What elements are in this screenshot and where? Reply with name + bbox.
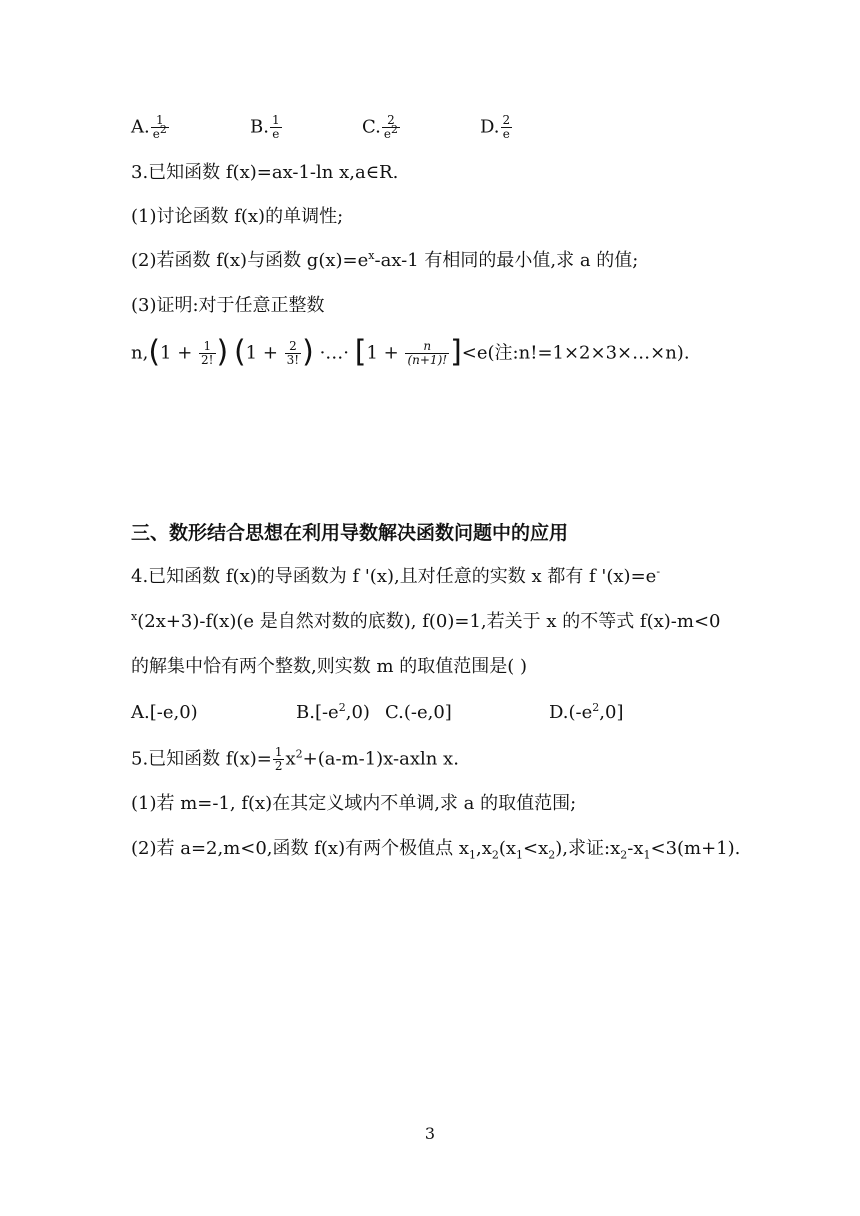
q3-formula: n,(1 + $\frac{1}{2!}$ ) (1 + $\frac{2}{3!}$ ) ·…· [1 + $\frac{n}{(n+1)!}$ ]<e(注:n!=1×2×3×…×n). [131, 334, 690, 370]
q4-line2: $^x$(2x+3)-f(x)(e 是自然对数的底数), f(0)=1,若关于 x 的不等式 f(x)-m<0 [131, 610, 721, 632]
q5-stem: 5.已知函数 f(x)= $\frac{1}{2}$ $x^2+(a-m-1)x$-axln x. [131, 745, 459, 773]
q3-part2: (2)若函数 f(x)与函数 $g(x)=e^x-ax-1$ 有相同的最小值,求 a 的值; [131, 249, 639, 271]
option-a: A. $\frac{1}{e^2}$ [131, 113, 167, 141]
q5-part1: (1)若 m=-1, f(x)在其定义域内不单调,求 a 的取值范围; [131, 793, 577, 814]
option-c: C. $\frac{2}{e^2}$ [362, 113, 398, 141]
q4-line3: 的解集中恰有两个整数,则实数 m 的取值范围是( ) [131, 656, 527, 677]
q4-option-a: A.[-e,0) [131, 702, 198, 723]
option-d: D. $\frac{2}{e}$ [480, 113, 511, 141]
q3-part3: (3)证明:对于任意正整数 [131, 295, 325, 316]
q4-option-c: C.(-e,0] [385, 702, 452, 723]
q4-option-d: $D.(-e^2,0]$ [549, 701, 624, 723]
page-number: 3 [424, 1124, 436, 1143]
section-title: 三、数形结合思想在利用导数解决函数问题中的应用 [131, 522, 569, 544]
q5-part2: (2)若 a=2,m<0,函数 f(x)有两个极值点 $x_1,x_2(x_1<x_2)$,求证$:x_2-x_1<3(m+1)$. [131, 838, 741, 862]
option-b: B. $\frac{1}{e}$ [250, 113, 280, 141]
q3-part1: (1)讨论函数 f(x)的单调性; [131, 206, 344, 227]
q3-stem: 3.已知函数 f(x)=ax-1-ln x,a∈R. [131, 162, 399, 183]
q4-line1: 4.已知函数 f(x)的导函数为 f '(x),且对任意的实数 x 都有 f '(x)=e- [131, 565, 661, 587]
q4-option-b: $B.[-e^2,0)$ [296, 701, 370, 723]
